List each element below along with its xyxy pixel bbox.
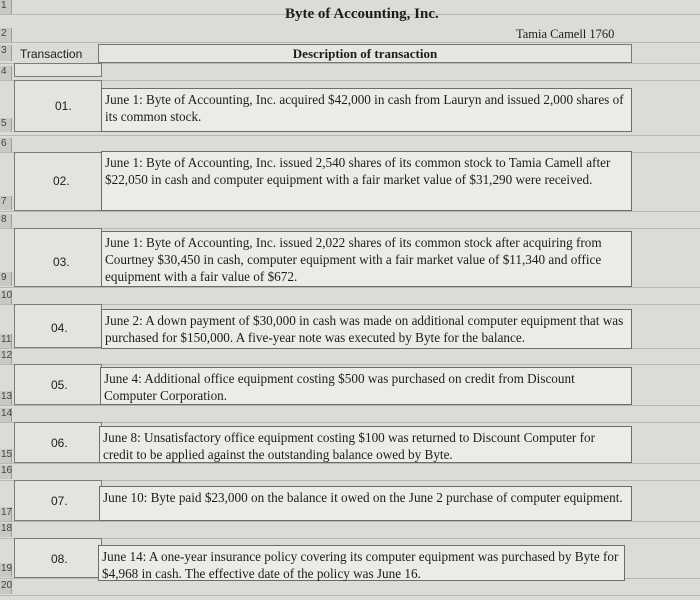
- row-header-15[interactable]: 15: [0, 449, 12, 463]
- row-header-16[interactable]: 16: [0, 465, 12, 479]
- transaction-description[interactable]: June 10: Byte paid $23,000 on the balance it owed on the June 2 purchase of computer equipment.: [99, 486, 632, 521]
- gridline: [0, 364, 700, 365]
- transaction-number-cell[interactable]: [14, 304, 102, 348]
- transaction-number-cell[interactable]: [14, 538, 102, 578]
- row-header-3[interactable]: 3: [0, 45, 12, 61]
- transaction-number-cell[interactable]: [14, 364, 102, 405]
- transaction-description[interactable]: June 4: Additional office equipment costing $500 was purchased on credit from Discount Computer Corporation.: [100, 367, 632, 405]
- gridline: [0, 287, 700, 288]
- transaction-description[interactable]: June 14: A one-year insurance policy covering its computer equipment was purchased by Byte for $4,968 in cash. The effective date of the policy was June 16.: [98, 545, 625, 581]
- row-header-11[interactable]: 11: [0, 334, 12, 348]
- transaction-number: 08.: [51, 552, 68, 566]
- gridline: [0, 595, 700, 596]
- row-header-4[interactable]: 4: [0, 66, 12, 80]
- transaction-number: 04.: [51, 321, 68, 335]
- page-title: Byte of Accounting, Inc.: [285, 6, 439, 22]
- row-header-10[interactable]: 10: [0, 290, 12, 304]
- gridline: [0, 135, 700, 136]
- gridline: [0, 538, 700, 539]
- row-header-18[interactable]: 18: [0, 523, 12, 537]
- row-header-7[interactable]: 7: [0, 196, 12, 210]
- row-header-17[interactable]: 17: [0, 507, 12, 521]
- transaction-cell-empty[interactable]: [14, 63, 102, 77]
- transaction-description[interactable]: June 1: Byte of Accounting, Inc. acquired $42,000 in cash from Lauryn and issued 2,000 shares of its common stock.: [101, 88, 632, 132]
- transaction-number: 06.: [51, 436, 68, 450]
- row-header-1[interactable]: 1: [0, 0, 12, 14]
- gridline: [0, 405, 700, 406]
- author-label: Tamia Camell 1760: [516, 27, 615, 41]
- row-header-8[interactable]: 8: [0, 214, 12, 228]
- gridline: [0, 463, 700, 464]
- row-header-14[interactable]: 14: [0, 408, 12, 422]
- gridline: [0, 304, 700, 305]
- gridline: [0, 480, 700, 481]
- transaction-number: 02.: [53, 174, 70, 188]
- gridline: [0, 80, 700, 81]
- row-header-9[interactable]: 9: [0, 272, 12, 286]
- transaction-number: 01.: [55, 99, 72, 113]
- row-header-5[interactable]: 5: [0, 118, 12, 132]
- row-header-19[interactable]: 19: [0, 563, 12, 577]
- gridline: [0, 422, 700, 423]
- transaction-description[interactable]: June 2: A down payment of $30,000 in cash was made on additional computer equipment that was purchased for $150,000. A five-year note was executed by Byte for the balance.: [101, 309, 632, 349]
- gridline: [0, 42, 700, 43]
- description-column-header: Description of transaction: [98, 44, 632, 63]
- transaction-number-cell[interactable]: [14, 152, 102, 211]
- transaction-number-cell[interactable]: [14, 228, 102, 287]
- transaction-description[interactable]: June 1: Byte of Accounting, Inc. issued 2,022 shares of its common stock after acquiring from Courtney $30,450 in cash, computer equipment with a fair market value of $11,340 and office equipment with a fair value of $672.: [101, 231, 632, 287]
- row-header-2[interactable]: 2: [0, 28, 12, 42]
- transaction-number: 05.: [51, 378, 68, 392]
- row-header-6[interactable]: 6: [0, 138, 12, 152]
- transaction-number-cell[interactable]: [14, 80, 102, 132]
- row-header-12[interactable]: 12: [0, 350, 12, 364]
- transaction-description[interactable]: June 1: Byte of Accounting, Inc. issued 2,540 shares of its common stock to Tamia Camell after $22,050 in cash and computer equipment with a fair market value of $31,290 were received.: [101, 151, 632, 211]
- row-header-20[interactable]: 20: [0, 580, 12, 594]
- gridline: [0, 228, 700, 229]
- gridline: [0, 63, 700, 64]
- transaction-number: 07.: [51, 494, 68, 508]
- transaction-number-cell[interactable]: [14, 422, 102, 463]
- row-header-13[interactable]: 13: [0, 391, 12, 405]
- transaction-description[interactable]: June 8: Unsatisfactory office equipment costing $100 was returned to Discount Computer for credit to be applied against the outstanding balance owed by Byte.: [99, 426, 632, 463]
- gridline: [0, 521, 700, 522]
- transaction-column-header: Transaction: [20, 47, 83, 61]
- transaction-number-cell[interactable]: [14, 480, 102, 521]
- transaction-number: 03.: [53, 255, 70, 269]
- gridline: [0, 211, 700, 212]
